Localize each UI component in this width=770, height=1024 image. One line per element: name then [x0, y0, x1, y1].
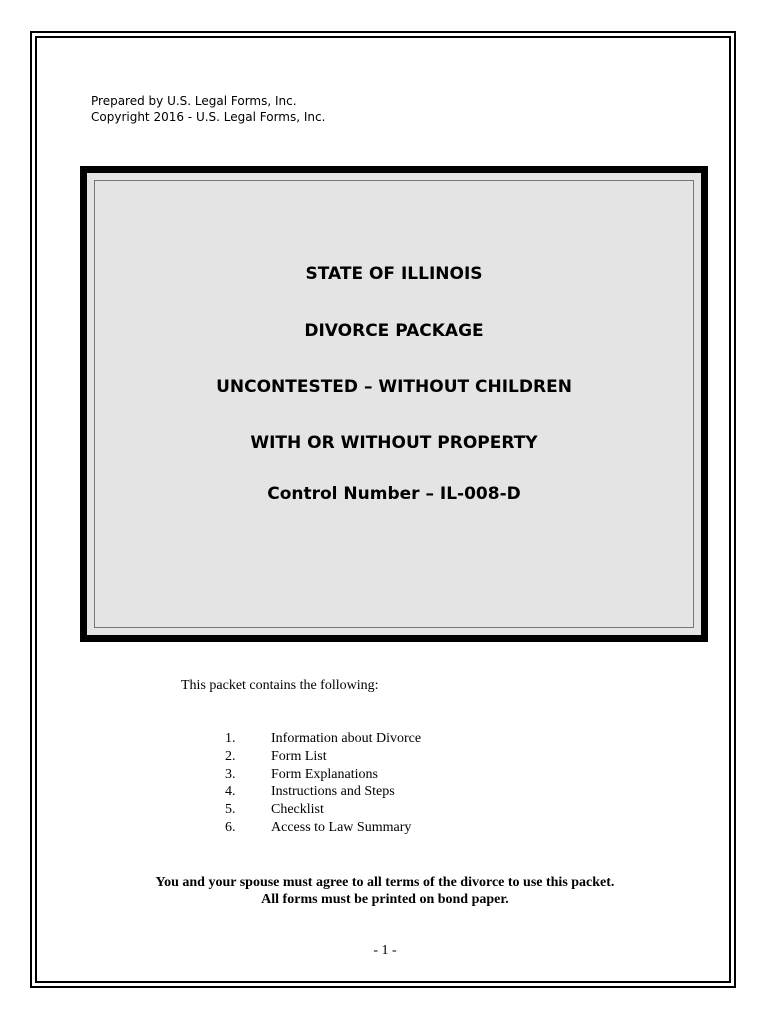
title-box-inner-border [94, 180, 694, 628]
list-item-number: 1. [225, 731, 236, 746]
list-item-label: Instructions and Steps [271, 784, 395, 800]
list-item [0, 749, 770, 767]
control-number: Control Number – IL-008-D [267, 484, 521, 504]
list-item-number: 3. [225, 766, 236, 782]
list-item [0, 784, 770, 802]
state-title: STATE OF ILLINOIS [305, 264, 483, 284]
notice-agreement: You and your spouse must agree to all terms of the divorce to use this packet. [155, 875, 615, 890]
list-item-label: Form Explanations [271, 766, 378, 782]
list-item-label: Checklist [271, 802, 324, 818]
list-item [0, 731, 770, 749]
property-title: WITH OR WITHOUT PROPERTY [250, 433, 538, 453]
contents-intro: This packet contains the following: [181, 678, 379, 693]
list-item-number: 2. [225, 748, 236, 764]
list-item-number: 5. [225, 802, 236, 818]
page-number: - 1 - [373, 943, 397, 958]
package-title: DIVORCE PACKAGE [304, 321, 484, 341]
list-item-number: 6. [225, 819, 236, 835]
list-item-number: 4. [225, 784, 236, 800]
list-item [0, 802, 770, 820]
list-item-label: Information about Divorce [271, 731, 422, 746]
prepared-by-text: Prepared by U.S. Legal Forms, Inc. [91, 94, 297, 108]
notice-bond-paper: All forms must be printed on bond paper. [261, 892, 509, 907]
list-item [0, 767, 770, 785]
list-item [0, 820, 770, 838]
contents-list [0, 731, 770, 838]
type-title: UNCONTESTED – WITHOUT CHILDREN [216, 377, 572, 397]
list-item-label: Form List [271, 748, 327, 764]
copyright-text: Copyright 2016 - U.S. Legal Forms, Inc. [91, 110, 326, 124]
preparer-block [91, 93, 325, 125]
title-box [80, 166, 708, 642]
list-item-label: Access to Law Summary [271, 819, 412, 835]
